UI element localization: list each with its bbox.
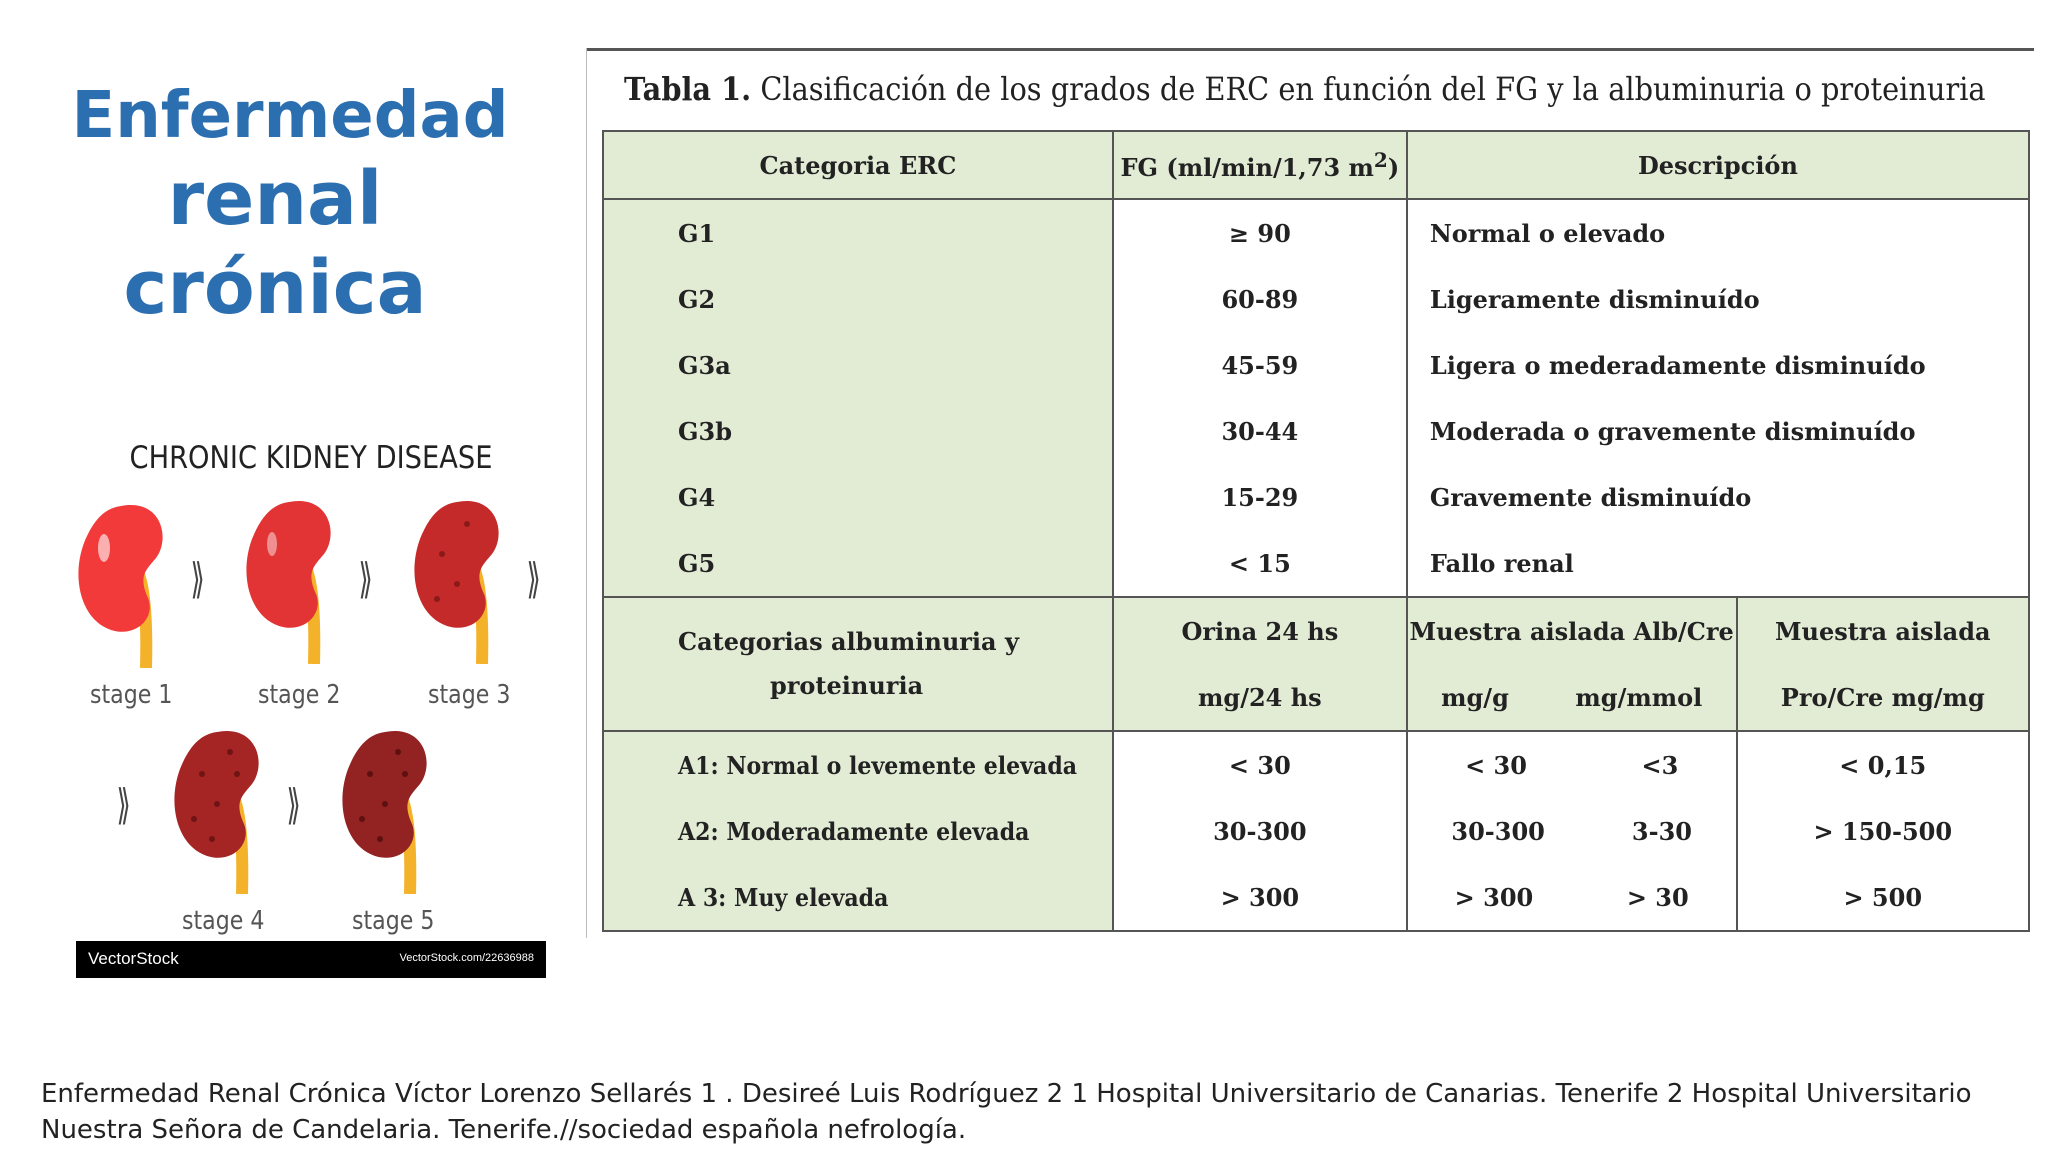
alb-muestra: 30-300 3-30 [1407, 798, 1737, 864]
alb-pro: < 0,15 [1737, 731, 2029, 798]
alb-header-muestra-alb: Muestra aislada Alb/Cre [1407, 597, 1737, 664]
erc-classification-table [602, 130, 2030, 932]
chevron-right-icon: ⟫ [358, 554, 373, 603]
grade-fg: ≥ 90 [1113, 199, 1407, 266]
table-row [603, 530, 2029, 597]
table-row [603, 398, 2029, 464]
alb-header-category: Categorias albuminuria y proteinuria [603, 597, 1113, 731]
grade-desc: Normal o elevado [1407, 199, 2029, 266]
chevron-right-icon: ⟫ [286, 780, 301, 829]
top-rule [586, 48, 2034, 51]
alb-cat: A 3: Muy elevada [603, 864, 1113, 931]
grade-desc: Ligeramente disminuído [1407, 266, 2029, 332]
kidney-stage-1-icon [76, 498, 176, 668]
table-row [603, 464, 2029, 530]
stage-4-label: stage 4 [182, 906, 265, 936]
grade-cat: G3b [603, 398, 1113, 464]
kidney-stage-3-icon [412, 494, 512, 664]
illustration-heading: CHRONIC KIDNEY DISEASE [129, 440, 493, 476]
grade-fg: 15-29 [1113, 464, 1407, 530]
grade-desc: Fallo renal [1407, 530, 2029, 597]
caption-label: Tabla 1. [624, 70, 752, 108]
kidney-stage-5-icon [340, 724, 440, 894]
header-fg: FG (ml/min/1,73 $m^2$) [1113, 131, 1407, 199]
vectorstock-watermark-bar [76, 941, 546, 978]
alb-muestra: < 30 <3 [1407, 731, 1737, 798]
stage-3-label: stage 3 [428, 680, 511, 710]
erc-table-figure [586, 48, 2034, 928]
alb-cat: A1: Normal o levemente elevada [603, 731, 1113, 798]
grade-desc: Gravemente disminuído [1407, 464, 2029, 530]
grade-fg: < 15 [1113, 530, 1407, 597]
grade-fg: 45-59 [1113, 332, 1407, 398]
title-line-1: Enfermedad [71, 79, 509, 153]
alb-header-orina-unit: mg/24 hs [1113, 664, 1407, 731]
grade-cat: G3a [603, 332, 1113, 398]
watermark-right: VectorStock.com/22636988 [399, 952, 534, 964]
alb-cat: A2: Moderadamente elevada [603, 798, 1113, 864]
chevron-right-icon: ⟫ [116, 780, 131, 829]
table-header-row [603, 131, 2029, 199]
kidney-stage-2-icon [244, 494, 344, 664]
grade-cat: G2 [603, 266, 1113, 332]
kidney-stage-4-icon [172, 724, 272, 894]
header-description: Descripción [1407, 131, 2029, 199]
alb-orina: > 300 [1113, 864, 1407, 931]
alb-orina: 30-300 [1113, 798, 1407, 864]
watermark-left: VectorStock [88, 949, 179, 968]
left-rule [586, 48, 587, 938]
slide-title [40, 78, 540, 332]
grade-cat: G5 [603, 530, 1113, 597]
stage-1-label: stage 1 [90, 680, 173, 710]
alb-orina: < 30 [1113, 731, 1407, 798]
grade-cat: G4 [603, 464, 1113, 530]
table-row [603, 731, 2029, 798]
alb-muestra: > 300 > 30 [1407, 864, 1737, 931]
alb-header-muestra-units: mg/g mg/mmol [1407, 664, 1737, 731]
grade-fg: 30-44 [1113, 398, 1407, 464]
alb-header-orina: Orina 24 hs [1113, 597, 1407, 664]
table-row [603, 199, 2029, 266]
header-category: Categoria ERC [603, 131, 1113, 199]
reference-footer: Enfermedad Renal Crónica Víctor Lorenzo Sellarés 1 . Desireé Luis Rodríguez 2 1 Hospital Universitario de Canarias. Tenerife 2 Hospital Universitario Nuestra Señora de Candelaria. Tenerife.//sociedad española nefrología. [41, 1079, 1972, 1145]
caption-text: Clasificación de los grados de ERC en función del FG y la albuminuria o proteinuria [760, 70, 1986, 108]
grade-fg: 60-89 [1113, 266, 1407, 332]
alb-pro: > 150-500 [1737, 798, 2029, 864]
table-row [603, 798, 2029, 864]
ckd-illustration [76, 436, 546, 978]
table-row [603, 864, 2029, 931]
table-row [603, 266, 2029, 332]
chevron-right-icon: ⟫ [190, 554, 205, 603]
grade-desc: Ligera o mederadamente disminuído [1407, 332, 2029, 398]
table-caption [624, 70, 1986, 108]
title-line-2: renal crónica [123, 155, 427, 331]
alb-pro: > 500 [1737, 864, 2029, 931]
alb-header-row-1 [603, 597, 2029, 664]
alb-header-pro-unit: Pro/Cre mg/mg [1737, 664, 2029, 731]
grade-cat: G1 [603, 199, 1113, 266]
stage-5-label: stage 5 [352, 906, 435, 936]
grade-desc: Moderada o gravemente disminuído [1407, 398, 2029, 464]
stage-2-label: stage 2 [258, 680, 341, 710]
chevron-right-icon: ⟫ [526, 554, 541, 603]
alb-header-muestra-pro: Muestra aislada [1737, 597, 2029, 664]
table-row [603, 332, 2029, 398]
